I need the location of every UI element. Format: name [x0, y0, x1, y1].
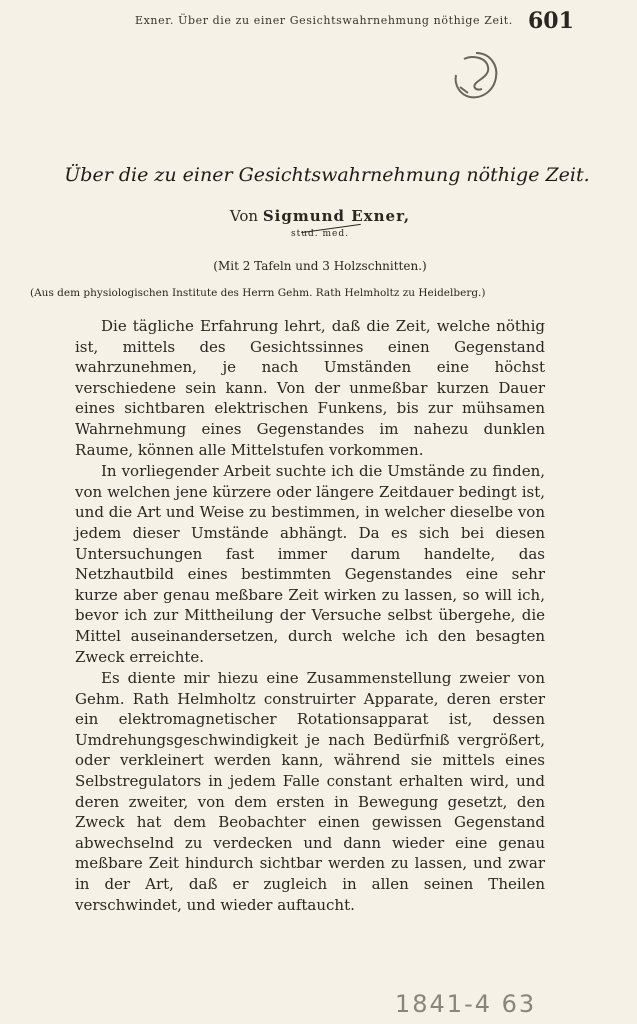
- library-stamp-icon: [446, 45, 506, 105]
- author-name: Sigmund Exner,: [262, 207, 411, 225]
- page-number: 601: [528, 8, 574, 34]
- affiliation-line: (Aus dem physiologischen Institute des Herrn Gehm. Rath Helmholtz zu Heidelberg.): [30, 287, 486, 299]
- running-header: Exner. Über die zu einer Gesichtswahrnehmung nöthige Zeit.: [135, 14, 513, 27]
- author-note: stud. med.: [291, 229, 349, 239]
- paragraph: In vorliegender Arbeit suchte ich die Umstände zu finden, von welchen jene kürzere oder längere Zeitdauer bedingt ist, und die Art und Weise zu bestimmen, in welcher dieselbe von jedem dieser Umstände abhängt. Da es sich bei diesen Untersuchungen fast immer darum handelte, das Netzhautbild eines bestimmten Gegenstandes eine sehr kurze aber genau meßbare Zeit wirken zu lassen, so will ich, bevor ich zur Mittheilung der Versuche selbst übergehe, die Mittel auseinandersetzen, durch welche ich den besagten Zweck erreichte.: [75, 462, 545, 666]
- author-line: [60, 207, 580, 225]
- handwritten-mark: 1841-4 63: [395, 990, 537, 1018]
- article-title: Über die zu einer Gesichtswahrnehmung nöthige Zeit.: [64, 164, 590, 186]
- article-subtitle: (Mit 2 Tafeln und 3 Holzschnitten.): [213, 259, 427, 273]
- paragraph: Die tägliche Erfahrung lehrt, daß die Zeit, welche nöthig ist, mittels des Gesichtssinnes einen Gegenstand wahrzunehmen, je nach Umständen eine höchst verschiedene sein kann. Von der unmeßbar kurzen Dauer eines sichtbaren elektrischen Funkens, bis zur mühsamen Wahrnehmung eines Gegenstandes im nahezu dunklen Raume, können alle Mittelstufen vorkommen.: [75, 317, 545, 459]
- author-prefix: Von: [229, 207, 259, 225]
- body-text: [75, 316, 545, 916]
- paragraph: Es diente mir hiezu eine Zusammenstellung zweier von Gehm. Rath Helmholtz construirter Apparate, deren erster ein elektromagnetischer Rotationsapparat ist, dessen Umdrehungsgeschwindigkeit je nach Bedürfniß vergrößert, oder verkleinert werden kann, während sie mittels eines Selbstregulators in jedem Falle constant erhalten wird, und deren zweiter, von dem ersten in Bewegung gesetzt, den Zweck hat dem Beobachter einen gewissen Gegenstand abwechselnd zu verdecken und dann wieder eine genau meßbare Zeit hindurch sichtbar werden zu lassen, und zwar in der Art, daß er zugleich in allen seinen Theilen verschwindet, und wieder auftaucht.: [75, 669, 545, 914]
